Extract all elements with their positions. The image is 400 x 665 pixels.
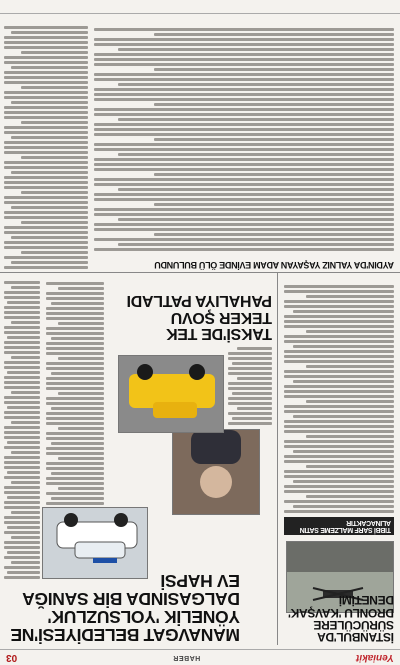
body-text-bottom-a xyxy=(4,19,88,269)
body-text-mid xyxy=(228,345,272,425)
body-text-left xyxy=(284,277,394,513)
story-photo-portrait xyxy=(172,429,260,515)
body-text-bottom-b xyxy=(94,19,394,251)
page-footer xyxy=(0,0,400,14)
main-headline: MANAVGAT BELEDİYESİ'NE YÖNELİK 'YOLSUZLUK' DALGASINDA BİR SANIĞA EV HAPSİ xyxy=(10,571,240,645)
column-divider xyxy=(277,273,278,645)
left-headline: İSTANBUL'DA SÜRÜCÜLERE DRONLU 'KAVŞAK' DENETİMİ xyxy=(288,593,394,644)
page-header xyxy=(0,649,400,665)
story-photo-vehicle xyxy=(42,507,148,579)
tender-box-title: TIBBİ SARF MALZEME SATIN ALINACAKTIR xyxy=(284,517,394,535)
bottom-headline: AYDIN'DA YALNIZ YAŞAYAN ADAM EVİNDE ÖLÜ BULUNDU xyxy=(154,260,394,270)
newspaper-logo: Yeniakit xyxy=(356,652,394,663)
section-divider xyxy=(0,272,400,273)
body-text-main-a xyxy=(4,279,40,579)
page-number: 03 xyxy=(6,652,18,663)
story-photo-taxi xyxy=(118,355,224,433)
mid-headline: TAKSİ'DE TEK TEKER ŞOVU PAHALIYA PATLADI xyxy=(126,292,272,342)
section-label: HABER xyxy=(172,654,201,661)
body-text-main-b xyxy=(46,277,104,505)
